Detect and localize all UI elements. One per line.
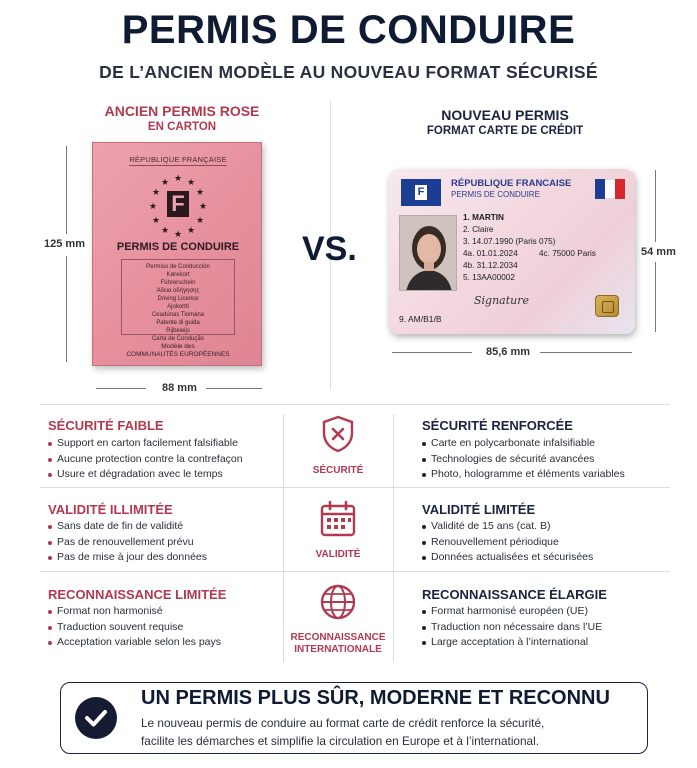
row2-left-list	[48, 519, 207, 566]
old-republic-label: RÉPUBLIQUE FRANÇAISE	[129, 155, 227, 164]
list-item: Pas de renouvellement prévu	[48, 535, 207, 551]
language-line: Ajokortti	[167, 304, 189, 310]
row-separator	[40, 487, 670, 488]
list-item: Photo, hologramme et éléments variables	[422, 467, 625, 483]
language-line: Permiso de Conducción	[146, 264, 210, 270]
field-expiry-date: 4b. 31.12.2034	[463, 261, 518, 270]
old-model-line2: COMMUNAUTÉS EUROPÉENNES	[126, 351, 230, 358]
license-categories: 9. AM/B1/B	[399, 314, 442, 324]
footer-body-line2: facilite les démarches et simplifie la circulation en Europe et à l’international.	[141, 734, 540, 748]
chip-icon	[595, 295, 619, 317]
list-item: Sans date de fin de validité	[48, 519, 207, 535]
list-item: Carte en polycarbonate infalsifiable	[422, 436, 625, 452]
eu-flag-icon	[401, 179, 441, 206]
new-heading-line2: FORMAT CARTE DE CRÉDIT	[426, 125, 584, 138]
svg-text:★: ★	[186, 177, 196, 187]
row2-right-list	[422, 519, 593, 566]
row2-right-title: VALIDITÉ LIMITÉE	[422, 502, 536, 517]
list-item: Format harmonisé européen (UE)	[422, 604, 602, 620]
row1-right-title: SÉCURITÉ RENFORCÉE	[422, 418, 573, 433]
old-card-title: PERMIS DE CONDUIRE	[116, 241, 240, 253]
svg-text:★: ★	[173, 173, 183, 183]
old-width-line-left	[96, 388, 146, 389]
svg-text:★: ★	[173, 229, 183, 239]
row-separator	[40, 571, 670, 572]
row1-center-label: SÉCURITÉ	[312, 465, 364, 476]
old-model-note	[93, 343, 263, 359]
row3-left-list	[48, 604, 221, 651]
language-line: Άδεια οδήγησης	[156, 288, 200, 294]
field-number: 5. 13AA00002	[463, 273, 515, 282]
new-width-line-right	[540, 352, 632, 353]
row1-right-list	[422, 436, 625, 483]
old-pink-license	[92, 142, 262, 366]
holder-photo	[399, 215, 457, 291]
new-republic-label: RÉPUBLIQUE FRANCAISE	[451, 178, 572, 189]
svg-text:★: ★	[151, 215, 161, 225]
row1-left-title: SÉCURITÉ FAIBLE	[48, 418, 164, 433]
row1-left-list	[48, 436, 243, 483]
new-card-license	[389, 169, 635, 334]
list-item: Format non harmonisé	[48, 604, 221, 620]
row-separator	[40, 404, 670, 405]
portrait-icon	[400, 216, 457, 291]
field-birth: 3. 14.07.1990 (Paris 075)	[463, 237, 556, 246]
svg-text:★: ★	[151, 187, 161, 197]
old-heading-line1: ANCIEN PERMIS ROSE	[104, 103, 260, 119]
language-line: Driving Licence	[157, 296, 199, 302]
new-height-label: 54 mm	[641, 246, 676, 258]
new-height-line-top	[655, 170, 656, 242]
svg-text:★: ★	[160, 225, 170, 235]
page-subtitle: DE L’ANCIEN MODÈLE AU NOUVEAU FORMAT SÉCURISÉ	[99, 62, 598, 82]
old-height-label: 125 mm	[44, 238, 85, 250]
list-item: Renouvellement périodique	[422, 535, 593, 551]
row3-right-title: RECONNAISSANCE ÉLARGIE	[422, 587, 607, 602]
old-height-line-bottom	[66, 256, 67, 362]
field-issuer: 4c. 75000 Paris	[539, 249, 596, 258]
shield-x-icon	[318, 414, 358, 454]
svg-text:★: ★	[148, 201, 158, 211]
old-model-line1: Modèle des	[161, 343, 195, 350]
field-issue-date: 4a. 01.01.2024	[463, 249, 518, 258]
svg-text:★: ★	[195, 215, 205, 225]
list-item: Aucune protection contre la contrefaçon	[48, 452, 243, 468]
language-line: Kørekort	[166, 272, 190, 278]
check-circle-icon	[75, 697, 117, 739]
old-republic-underline	[129, 165, 227, 166]
old-height-line-top	[66, 146, 67, 234]
row3-center-label-line2: INTERNATIONALE	[294, 644, 382, 655]
column-separator-right	[393, 414, 394, 662]
old-width-label: 88 mm	[162, 382, 197, 394]
row2-center-label: VALIDITÉ	[315, 549, 361, 560]
footer-title: UN PERMIS PLUS SÛR, MODERNE ET RECONNU	[141, 687, 610, 709]
list-item: Données actualisées et sécurisées	[422, 550, 593, 566]
list-item: Large acceptation à l’international	[422, 635, 602, 651]
row3-right-list	[422, 604, 602, 651]
svg-text:★: ★	[160, 177, 170, 187]
svg-text:★: ★	[186, 225, 196, 235]
language-line: Carta de Condução	[151, 336, 205, 342]
column-separator-left	[283, 414, 284, 662]
new-heading-line1: NOUVEAU PERMIS	[441, 107, 569, 123]
list-item: Pas de mise à jour des données	[48, 550, 207, 566]
row3-left-title: RECONNAISSANCE LIMITÉE	[48, 587, 227, 602]
language-line: Ceadúnas Tiomána	[151, 312, 205, 318]
language-line: Rijbewijs	[166, 328, 190, 334]
checkmark-icon	[75, 697, 117, 739]
old-heading-line2: EN CARTON	[147, 121, 217, 134]
field-surname: 1. MARTIN	[463, 213, 504, 222]
footer-body	[141, 714, 641, 750]
list-item: Usure et dégradation avec le temps	[48, 467, 243, 483]
old-languages-box	[121, 259, 235, 342]
new-width-line-left	[392, 352, 472, 353]
footer-banner	[60, 682, 648, 754]
list-item: Validité de 15 ans (cat. B)	[422, 519, 593, 535]
signature: Signature	[474, 294, 530, 307]
list-item: Traduction souvent requise	[48, 620, 221, 636]
list-item: Acceptation variable selon les pays	[48, 635, 221, 651]
france-flag-icon	[595, 179, 625, 199]
field-firstname: 2. Claire	[463, 225, 494, 234]
page-title: PERMIS DE CONDUIRE	[121, 8, 576, 52]
row3-center-label	[283, 632, 393, 656]
language-line: Patente di guida	[156, 320, 200, 326]
new-height-line-bottom	[655, 262, 656, 332]
svg-text:★: ★	[198, 201, 208, 211]
row2-left-title: VALIDITÉ ILLIMITÉE	[48, 502, 173, 517]
globe-icon	[318, 582, 358, 622]
vs-label: VS.	[302, 230, 357, 268]
list-item: Support en carton facilement falsifiable	[48, 436, 243, 452]
language-line: Führerschein	[160, 280, 196, 286]
list-item: Traduction non nécessaire dans l’UE	[422, 620, 602, 636]
new-card-title: PERMIS DE CONDUIRE	[451, 190, 540, 199]
old-width-line-right	[206, 388, 262, 389]
footer-body-line1: Le nouveau permis de conduire au format carte de crédit renforce la sécurité,	[141, 716, 545, 730]
calendar-icon	[318, 499, 358, 539]
new-license-heading	[380, 106, 630, 139]
eu-flag-letter: F	[415, 185, 427, 200]
new-width-label: 85,6 mm	[486, 346, 531, 358]
old-emblem-letter: F	[171, 191, 185, 216]
svg-text:★: ★	[195, 187, 205, 197]
list-item: Technologies de sécurité avancées	[422, 452, 625, 468]
row3-center-label-line1: RECONNAISSANCE	[290, 632, 386, 643]
old-license-heading	[62, 102, 302, 135]
